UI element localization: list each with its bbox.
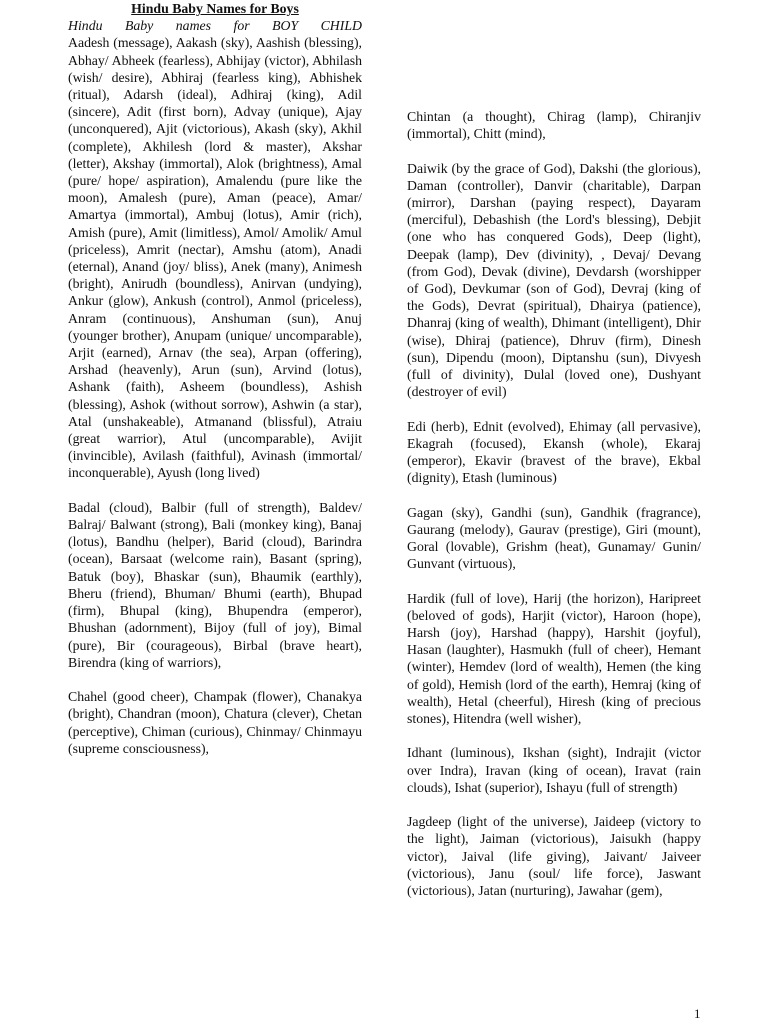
- names-paragraph-c-start: Chahel (good cheer), Champak (flower), Chanakya (bright), Chandran (moon), Chatura (clever), Chetan (perceptive), Chiman (curious), Chinmay/ Chinmayu (supreme consciousness),: [68, 689, 362, 756]
- right-column: [407, 0, 701, 899]
- names-paragraph-e: Edi (herb), Ednit (evolved), Ehimay (all pervasive), Ekagrah (focused), Ekansh (whole), Ekaraj (emperor), Ekavir (bravest of the brave), Ekbal (dignity), Etash (luminous): [407, 418, 701, 486]
- names-paragraph-b: Badal (cloud), Balbir (full of strength), Baldev/ Balraj/ Balwant (strong), Bali (monkey king), Banaj (lotus), Bandhu (helper), Barid (cloud), Barindra (ocean), Barsaat (welcome rain), Basant (spring), Batuk (boy), Bhaskar (sun), Bhaumik (earthly), Bheru (friend), Bhuman/ Bhumi (earth), Bhupad (firm), Bhupal (king), Bhupendra (emperor), Bhushan (adornment), Bijoy (full of joy), Bimal (pure), Bir (courageous), Birbal (brave heart), Birendra (king of warriors),: [68, 499, 362, 670]
- page-number: 1: [694, 1006, 701, 1021]
- names-paragraph-j: Jagdeep (light of the universe), Jaideep (victory to the light), Jaiman (victorious), Jaisukh (happy victor), Jaival (life giving), Jaivant/ Jaiveer (victorious), Janu (soul/ life force), Jaswant (victorious), Jatan (nurturing), Jawahar (gem),: [407, 814, 701, 899]
- names-paragraph-h: Hardik (full of love), Harij (the horizon), Haripreet (beloved of gods), Harjit (victor), Haroon (hope), Harsh (joy), Harshad (happy), Harshit (joyful), Hasan (laughter), Hasmukh (full of cheer), Hemant (winter), Hemdev (lord of wealth), Hemen (the king of gold), Hemish (lord of the earth), Hemraj (king of wealth), Hetal (cheerful), Hiresh (king of precious stones), Hitendra (well wisher),: [407, 590, 701, 727]
- names-paragraph-i: Idhant (luminous), Ikshan (sight), Indrajit (victor over Indra), Iravan (king of ocean), Iravat (rain clouds), Ishat (superior), Ishayu (full of strength): [407, 745, 701, 795]
- left-column: [68, 0, 362, 757]
- names-paragraph-g: Gagan (sky), Gandhi (sun), Gandhik (fragrance), Gaurang (melody), Gaurav (prestige), Giri (mount), Goral (lovable), Grishm (heat), Gunamay/ Gunin/ Gunvant (virtuous),: [407, 504, 701, 572]
- names-paragraph-d: Daiwik (by the grace of God), Dakshi (the glorious), Daman (controller), Danvir (charitable), Darpan (mirror), Darshan (paying respect), Dayaram (merciful), Debashish (the Lord's blessing), Debjit (one who has conquered Gods), Deep (light), Deepak (lamp), Dev (divinity), , Devaj/ Devang (from God), Devak (divine), Devdarsh (worshipper of God), Devkumar (son of God), Devraj (king of the Gods), Devrat (spiritual), Dhairya (patience), Dhanraj (king of wealth), Dhimant (intelligent), Dhir (wise), Dhiraj (patience), Dhruv (firm), Dinesh (sun), Dipendu (moon), Diptanshu (sun), Divyesh (full of divinity), Dulal (loved one), Dushyant (destroyer of evil): [407, 160, 701, 400]
- document-title: Hindu Baby Names for Boys: [131, 1, 299, 16]
- names-paragraph-a: Aadesh (message), Aakash (sky), Aashish (blessing), Abhay/ Abheek (fearless), Abhijay (victor), Abhilash (wish/ desire), Abhiraj (fearless king), Abhishek (ritual), Adarsh (ideal), Adhiraj (king), Adil (sincere), Adit (first born), Advay (unique), Ajay (unconquered), Ajit (victorious), Akash (sky), Akhil (complete), Akhilesh (lord & master), Akshar (letter), Akshay (immortal), Alok (brightness), Amal (pure/ hope/ aspiration), Amalendu (pure like the moon), Amalesh (pure), Aman (peace), Amar/ Amartya (immortal), Ambuj (lotus), Amir (rich), Amish (pure), Amit (limitless), Amol/ Amolik/ Amul (priceless), Amrit (nectar), Amshu (atom), Anadi (eternal), Anand (joy/ bliss), Anek (many), Animesh (bright), Anirudh (boundless), Anirvan (undying), Ankur (glow), Ankush (control), Anmol (priceless), Anram (continuous), Anshuman (sun), Anuj (younger brother), Anupam (unique/ uncomparable), Arjit (earned), Arnav (the sea), Arpan (offering), Arshad (heavenly), Arun (sun), Arvind (lotus), Ashank (faith), Asheem (boundless), Ashish (blessing), Ashok (without sorrow), Ashwin (a star), Atal (unshakeable), Atmanand (blissful), Atraiu (great warrior), Atul (uncomparable), Avijit (invincible), Avilash (faithful), Avinash (immortal/ inconquerable), Ayush (long lived): [68, 35, 362, 481]
- names-paragraph-c-end: Chintan (a thought), Chirag (lamp), Chiranjiv (immortal), Chitt (mind),: [407, 109, 701, 142]
- document-subtitle: Hindu Baby names for BOY CHILD: [68, 18, 362, 34]
